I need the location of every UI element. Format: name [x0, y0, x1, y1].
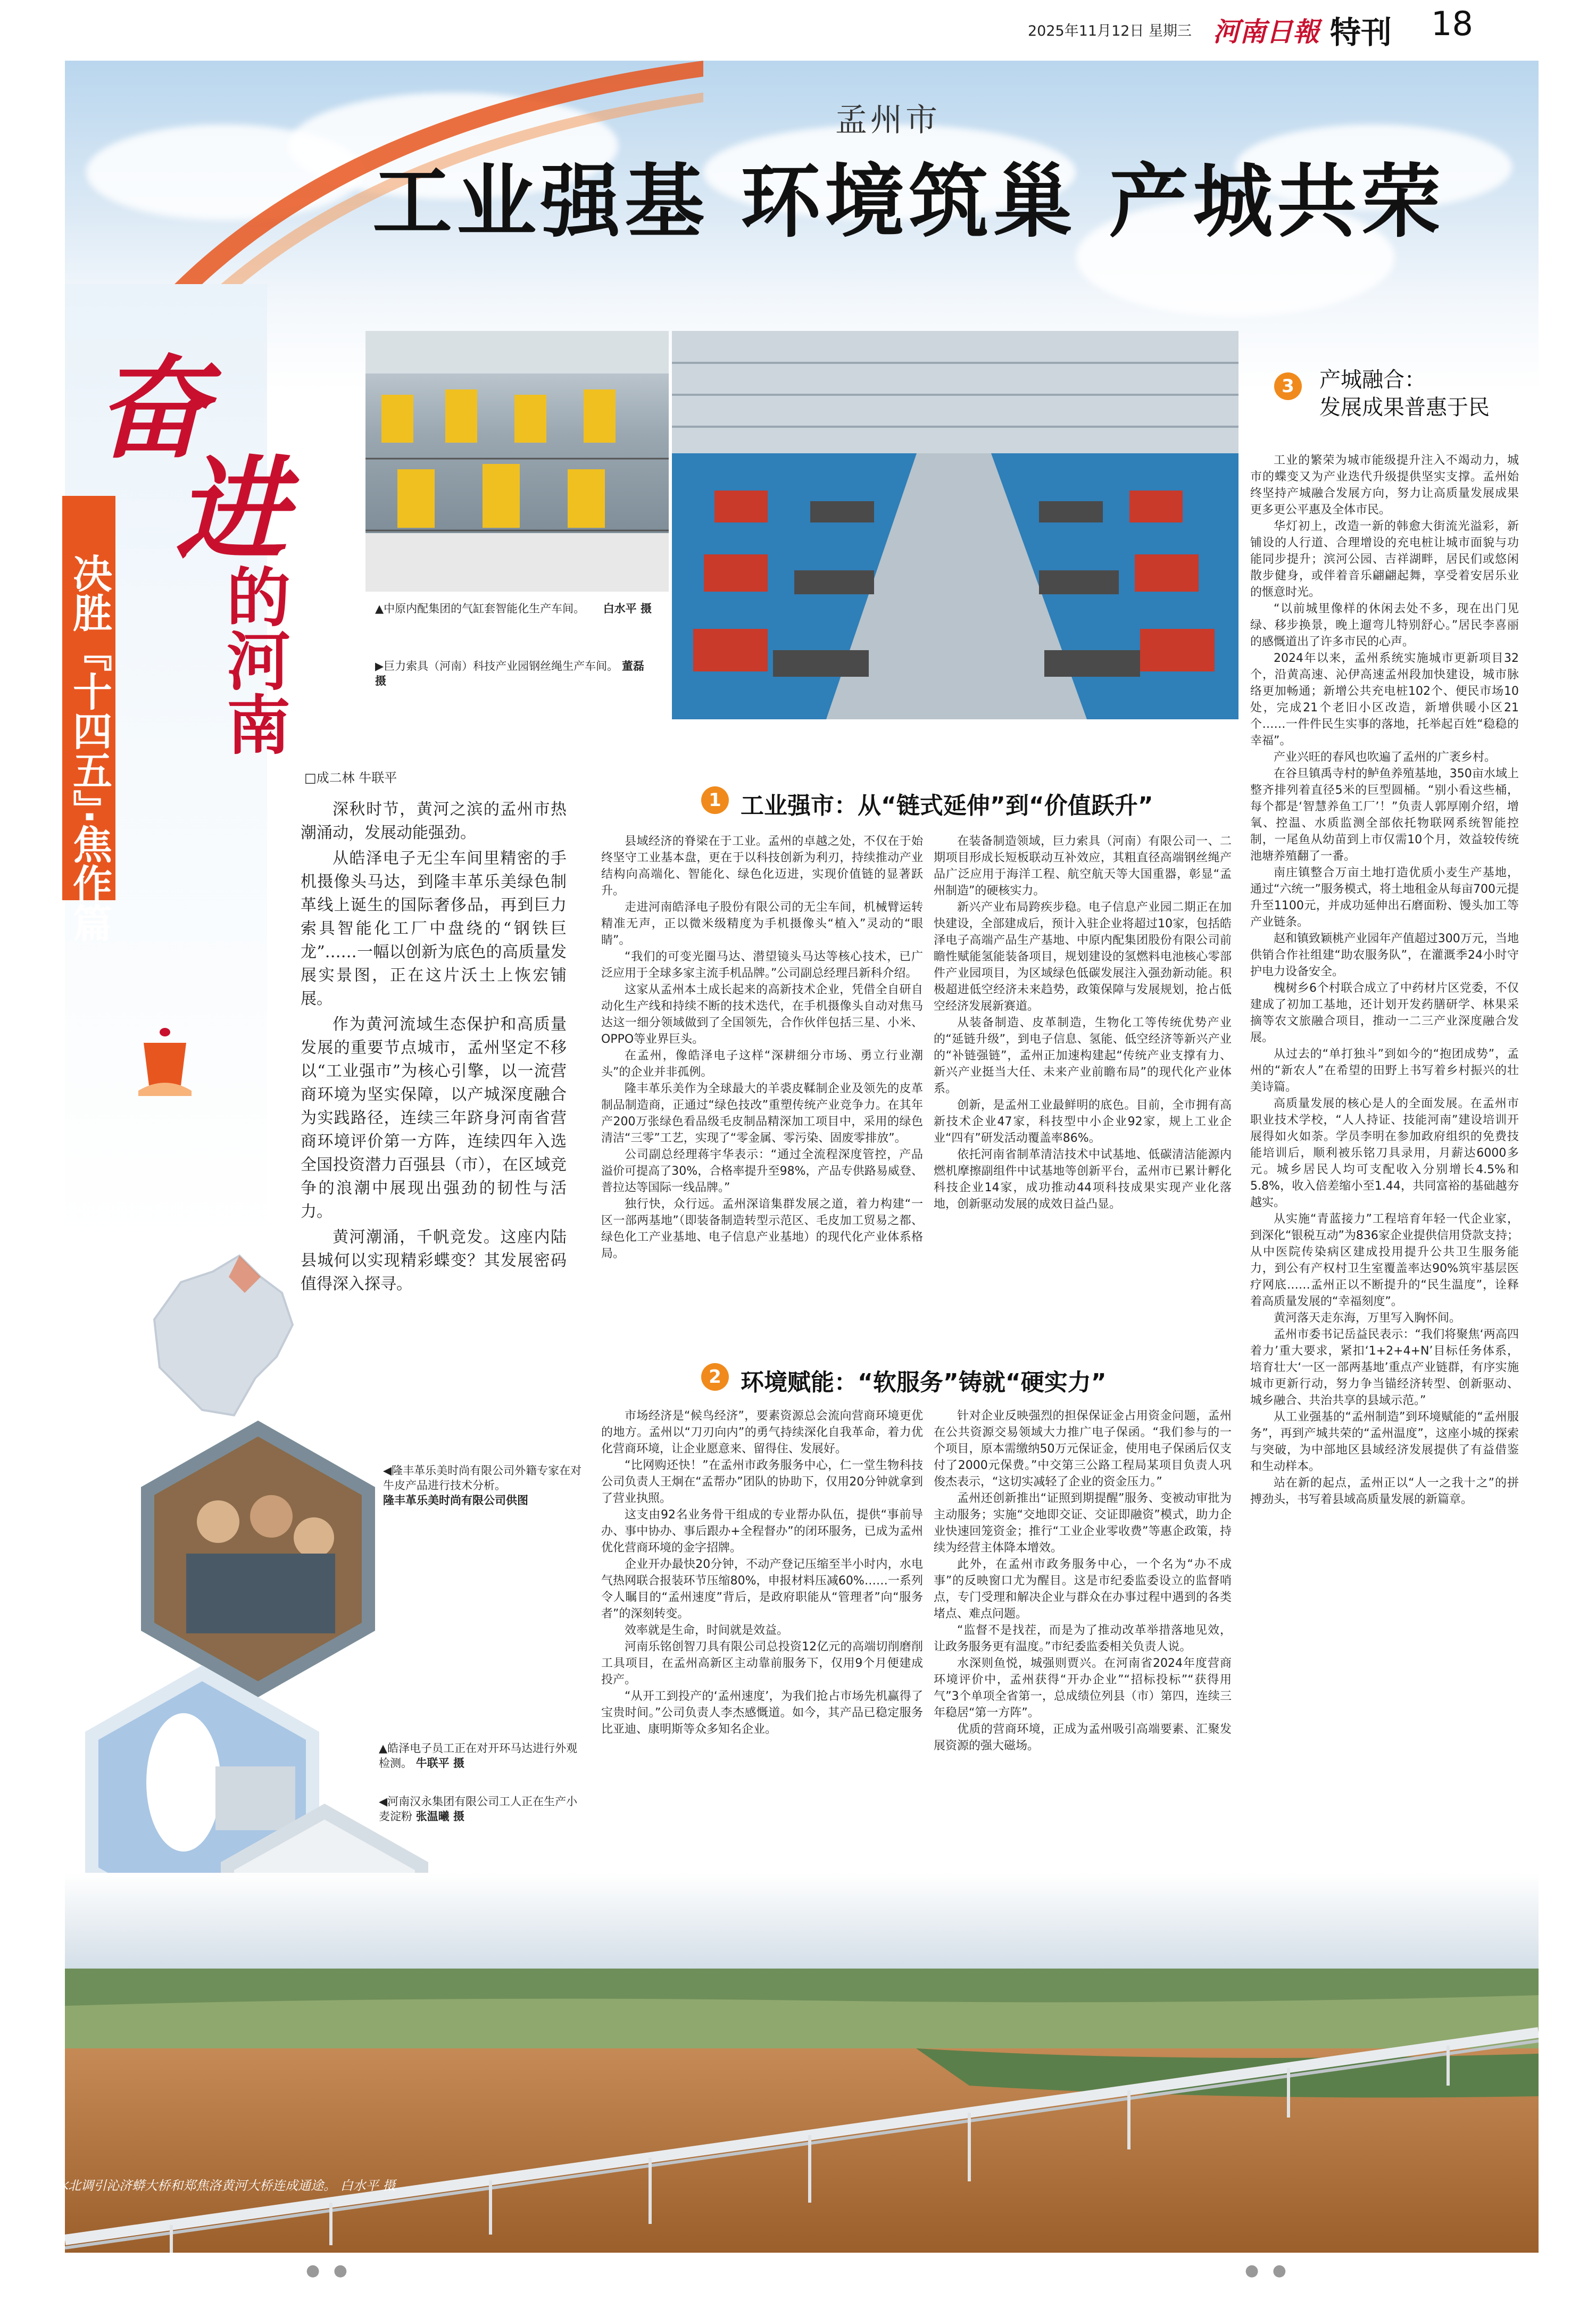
- paragraph: 这家从孟州本土成长起来的高新技术企业，凭借全自研自动化生产线和持续不断的技术迭代，在手机摄像头自动对焦马达这一细分领域做到了全国领先，合作伙伴包括三星、小米、OPPO等业界巨头。: [601, 983, 923, 1046]
- photo-credit: 白水平 摄: [603, 602, 652, 615]
- caption-motor-inspection: [379, 1741, 581, 1771]
- series-char-1: 奋: [96, 343, 208, 474]
- paragraph: 孟州还创新推出“证照到期提醒”服务、变被动审批为主动服务；实施“交地即交证、交证即融资”模式，助力企业快速回笼资金；推行“工业企业零收费”等惠企政策，持续为经营主体降本增效。: [934, 1492, 1232, 1555]
- decorative-dots-left: ● ●: [306, 2261, 352, 2280]
- part1-title: 工业强市：从“链式延伸”到“价值跃升”: [741, 792, 1153, 819]
- byline: □成二林 牛联平: [304, 770, 397, 785]
- paragraph: 优质的营商环境，正成为孟州吸引高端要素、汇聚发展资源的强大磁场。: [934, 1723, 1232, 1753]
- caption-text: ▶巨力索具（河南）科技产业园钢丝绳生产车间。: [375, 660, 619, 673]
- paragraph: 河南乐铭创智刀具有限公司总投资12亿元的高端切削磨削工具项目，在孟州高新区主动靠前服务下，仅用9个月便建成投产。: [601, 1640, 923, 1687]
- part2-column-1: [601, 1408, 923, 1871]
- headline-kicker: 孟州市: [835, 102, 941, 139]
- paragraph: 从实施“青蓝接力”工程培育年轻一代企业家，到深化“银税互动”为836家企业提供信用贷款支持；从中医院传染病区建成投用提升公共卫生服务能力，到公有产权村卫生室覆盖率达90%筑牢基层医疗网底……孟州正以不断提升的“民生温度”，诠释着高质量发展的“幸福刻度”。: [1250, 1213, 1519, 1308]
- paragraph: “从开工到投产的‘孟州速度’，为我们抢占市场先机赢得了宝贵时间。”公司负责人李杰感慨道。如今，其产品已稳定服务比亚迪、康明斯等众多知名企业。: [601, 1690, 923, 1736]
- paragraph: 从过去的“单打独斗”到如今的“抱团成势”，孟州的“新农人”在希望的田野上书写着乡村振兴的壮美诗篇。: [1250, 1048, 1519, 1094]
- paragraph: 从工业强基的“孟州制造”到环境赋能的“孟州服务”，再到产城共荣的“孟州温度”，这座小城的探索与突破，为中部地区县域经济发展提供了有益借鉴和生动样本。: [1250, 1410, 1519, 1473]
- photo-credit: 隆丰革乐美时尚有限公司供图: [383, 1494, 528, 1507]
- henan-map-icon: [133, 1234, 303, 1437]
- newspaper-brand: 河南日報: [1213, 16, 1319, 47]
- paragraph: 在装备制造领域，巨力索具（河南）有限公司一、二期项目形成长短板联动互补效应，其粗直径高端钢丝绳产品广泛应用于海洋工程、航空航天等大国重器，彰显“孟州制造”的硬核实力。: [934, 835, 1232, 898]
- paragraph: 从装备制造、皮革制造，生物化工等传统优势产业的“延链升级”，到电子信息、氢能、低空经济等新兴产业的“补链强链”，孟州正加速构建起“传统产业支撑有力、新兴产业挺当大任、未来产业前瞻布局”的现代化产业体系。: [934, 1016, 1232, 1095]
- paragraph: 效率就是生命，时间就是效益。: [625, 1624, 789, 1637]
- photo-wire-rope-workshop: [672, 331, 1238, 719]
- photo-credit: 白水平 摄: [340, 2178, 396, 2193]
- paragraph: 针对企业反映强烈的担保保证金占用资金问题，孟州在公共资源交易领域大力推广电子保函。“我们参与的一个项目，原本需缴纳50万元保证金，使用电子保函后仅支付了2000元保费。”中交第三公路工程局某项目负责人巩俊杰表示，“这切实减轻了企业的资金压力。”: [934, 1409, 1232, 1489]
- caption-text: 南水北调引沁济蟒大桥和郑焦洛黄河大桥连成通途。: [43, 2178, 336, 2193]
- paragraph: 公司副总经理蒋宇华表示：“通过全流程深度管控，产品溢价可提高了30%，合格率提升至98%，产品专供路易威登、普拉达等国际一线品牌。”: [601, 1148, 923, 1194]
- paragraph: 赵和镇致颖桃产业园年产值超过300万元，当地供销合作社组建“助农服务队”，在灌溉季24小时守护电力设备安全。: [1250, 932, 1519, 978]
- issue-date: 2025年11月12日 星期三: [1028, 23, 1192, 39]
- paragraph: 独行快，众行远。孟州深谙集群发展之道，着力构建“一区一部两基地”（即装备制造转型示范区、毛皮加工贸易之都、绿色化工产业基地、电子信息产业基地）的现代化产业体系格局。: [601, 1198, 923, 1260]
- paragraph: 2024年以来，孟州系统实施城市更新项目32个，沿黄高速、沁伊高速孟州段加快建设，城市脉络更加畅通；新增公共充电桩102个、便民市场10处，完成21个老旧小区改造，新增供暖小区21个……一件件民生实事的落地，托举起百姓“稳稳的幸福”。: [1250, 652, 1519, 748]
- paragraph: 这支由92名业务骨干组成的专业帮办队伍，提供“事前导办、事中协办、事后跟办+全程督办”的闭环服务，已成为孟州优化营商环境的金字招牌。: [601, 1508, 923, 1555]
- part1-column-1: [601, 833, 923, 1344]
- photo-leather-experts: [133, 1415, 383, 1703]
- caption-starch-production: [379, 1794, 581, 1824]
- page-number: 18: [1431, 4, 1473, 43]
- part3-title-line-2: 发展成果普惠于民: [1319, 395, 1490, 420]
- paragraph: 孟州市委书记岳益民表示：“我们将聚焦‘两高四着力’重大要求，紧扣‘1+2+4+N’目标任务体系，培育壮大‘一区一部两基地’重点产业链群，有序实施城市更新行动，努力争当锚经济转型、创新驱动、城乡融合、共治共享的县域示范。”: [1250, 1328, 1519, 1407]
- lantern-icon: [85, 1011, 245, 1234]
- paragraph: 站在新的起点，孟州正以“人一之我十之”的拼搏劲头，书写着县域高质量发展的新篇章。: [1250, 1476, 1519, 1506]
- lede-paragraph: 作为黄河流域生态保护和高质量发展的重要节点城市，孟州坚定不移以“工业强市”为核心引擎，以一流营商环境为坚实保障，以产城深度融合为实践路径，连续三年跻身河南省营商环境评价第一方阵，连续四年入选全国投资潜力百强县（市），在区域竞争的浪潮中展现出强劲的韧性与活力。: [301, 1015, 567, 1221]
- paragraph: 在孟州，像皓泽电子这样“深耕细分市场、勇立行业潮头”的企业并非孤例。: [601, 1049, 923, 1079]
- paragraph: 市场经济是“候鸟经济”，要素资源总会流向营商环境更优的地方。孟州以“刀刃向内”的勇气持续深化自我革命，着力优化营商环境，让企业愿意来、留得住、发展好。: [601, 1409, 923, 1456]
- decorative-dots-right: ● ●: [1245, 2261, 1291, 2280]
- paragraph: 隆丰革乐美作为全球最大的羊裘皮鞣制企业及领先的皮革制品制造商，正通过“绿色技改”重塑传统产业竞争力。在其年产200万张绿色看品级毛皮制品精深加工项目中，采用的绿色清洁“三零”工艺，实现了“零金属、零污染、固废零排放”。: [601, 1082, 923, 1145]
- paragraph: “比网购还快！”在孟州市政务服务中心，仁一堂生物科技公司负责人王炯在“孟帮办”团队的协助下，仅用20分钟就拿到了营业执照。: [601, 1459, 923, 1505]
- ribbon-text: 决胜『十四五』·焦作篇: [66, 553, 112, 943]
- part3-title-line-1: 产城融合：: [1319, 368, 1426, 392]
- caption-bridge: [43, 2175, 395, 2194]
- section-name: 特刊: [1330, 14, 1392, 51]
- paragraph: 企业开办最快20分钟，不动产登记压缩至半小时内，水电气热网联合报装环节压缩80%，申报材料压减60%……一系列令人瞩目的“孟州速度”背后，是政府职能从“管理者”向“服务者”的深刻转变。: [601, 1558, 923, 1621]
- part1-column-2: [934, 833, 1232, 1344]
- paragraph: “我们的可变光圈马达、潜望镜头马达等核心技术，已广泛应用于全球多家主流手机品牌。”公司副总经理吕新科介绍。: [601, 950, 923, 980]
- paragraph: 槐树乡6个村联合成立了中药材片区党委，不仅建成了初加工基地，还计划开发药膳研学、林果采摘等农文旅融合项目，推动一二三产业深度融合发展。: [1250, 982, 1519, 1044]
- photo-cylinder-workshop: [365, 331, 669, 592]
- part1-number-icon: 1: [701, 786, 729, 814]
- series-char-2: 进: [176, 444, 288, 575]
- caption-text: ◀河南汉永集团有限公司工人正在生产小麦淀粉: [379, 1795, 578, 1823]
- paragraph: 黄河落天走东海，万里写入胸怀间。: [1274, 1311, 1461, 1325]
- part3-number-icon: 3: [1274, 372, 1302, 400]
- paragraph: 新兴产业布局跨疾步稳。电子信息产业园二期正在加快建设，全部建成后，预计入驻企业将超过10家，包括皓泽电子高端产品生产基地、中原内配集团股份有限公司前瞻性赋能氢能装备项目，规划建设的氢燃料电池核心零部件产业园项目，为区域绿色低碳发展注入强劲新动能。积极超进低空经济未来趋势，政策保障与发展规划，抢占低空经济发展新赛道。: [934, 901, 1232, 1013]
- paragraph: 华灯初上，改造一新的韩愈大街流光溢彩，新铺设的人行道、合理增设的充电桩让城市面貌与功能同步提升；滨河公园、吉祥湖畔，居民们或悠闲散步健身，或伴着音乐翩翩起舞，享受着安居乐业的惬意时光。: [1250, 520, 1519, 599]
- lede: [301, 798, 567, 1298]
- part2-column-2: [934, 1408, 1232, 1871]
- paragraph: “以前城里像样的休闲去处不多，现在出门见绿、移步换景，晚上遛弯儿特别舒心。”居民李喜丽的感慨道出了许多市民的心声。: [1250, 602, 1519, 649]
- paragraph: 水深则鱼悦，城强则贾兴。在河南省2024年度营商环境评价中，孟州获得“开办企业”“招标投标”“获得用气”3个单项全省第一，总成绩位列县（市）第四，连续三年稳居“第一方阵”。: [934, 1657, 1232, 1720]
- part2-number-icon: 2: [701, 1363, 729, 1391]
- paragraph: 县域经济的脊梁在于工业。孟州的卓越之处，不仅在于始终坚守工业基本盘，更在于以科技创新为利刃，持续推动产业结构向高端化、智能化、绿色化迈进，实现价值链的显著跃升。: [601, 835, 923, 898]
- paragraph: 工业的繁荣为城市能级提升注入不竭动力，城市的蝶变又为产业迭代升级提供坚实支撑。孟州始终坚持产城融合发展方向，努力让高质量发展成果更多更公平惠及全体市民。: [1250, 454, 1519, 517]
- caption-text: ▲皓泽电子员工正在对开环马达进行外观检测。: [379, 1742, 578, 1770]
- paragraph: 高质量发展的核心是人的全面发展。在孟州市职业技术学校，“人人持证、技能河南”建设培训开展得如火如荼。学员李明在参加政府组织的免费技能培训后，顺利被乐铭刀具录用，月薪达6000多元。城乡居民人均可支配收入分别增长4.5%和5.8%，收入倍差缩小至1.44，共同富裕的基础越夯越实。: [1250, 1097, 1519, 1209]
- paragraph: 依托河南省制革清洁技术中试基地、低碳清洁能源内燃机摩擦副组件中试基地等创新平台，孟州市已累计孵化科技企业14家，成功推动44项科技成果实现产业化落地，创新驱动发展的成效日益凸显。: [934, 1148, 1232, 1211]
- paragraph: 产业兴旺的春风也吹遍了孟州的广袤乡村。: [1274, 751, 1497, 764]
- photo-credit: 张温曦 摄: [415, 1810, 464, 1823]
- photo-yellow-river-bridge: [65, 1873, 1539, 2253]
- caption-leather-experts: [383, 1463, 585, 1508]
- caption-wire-rope: [375, 659, 652, 688]
- headline: 工业强基 环境筑巢 产城共荣: [372, 156, 1445, 248]
- photo-credit: 牛联平 摄: [415, 1757, 464, 1770]
- paragraph: 创新，是孟州工业最鲜明的底色。目前，全市拥有高新技术企业47家，科技型中小企业92家，规上工业企业“四有”研发活动覆盖率86%。: [934, 1099, 1232, 1145]
- caption-text: ▲中原内配集团的气缸套智能化生产车间。: [375, 602, 585, 615]
- lede-paragraph: 深秋时节，黄河之滨的孟州市热潮涌动，发展动能强劲。: [301, 800, 567, 842]
- part2-title: 环境赋能：“软服务”铸就“硬实力”: [741, 1369, 1107, 1396]
- paragraph: “监督不是找茬，而是为了推动改革举措落地见效，让政务服务更有温度。”市纪委监委相关负责人说。: [934, 1624, 1232, 1654]
- paragraph: 在谷旦镇禹寺村的鲈鱼养殖基地，350亩水域上整齐排列着直径5米的巨型圆桶。“别小看这些桶，每个都是‘智慧养鱼工厂’！”负责人郭厚刚介绍，增氧、控温、水质监测全部依托物联网系统智能控制，一尾鱼从幼苗到上市仅需10个月，效益较传统池塘养殖翻了一番。: [1250, 767, 1519, 863]
- photo-credit: 董磊 摄: [375, 660, 644, 687]
- paragraph: 走进河南皓泽电子股份有限公司的无尘车间，机械臂运转精准无声，正以微米级精度为手机摄像头“植入”灵动的“眼睛”。: [601, 901, 923, 947]
- caption-text: ◀隆丰革乐美时尚有限公司外籍专家在对牛皮产品进行技术分析。: [383, 1464, 582, 1492]
- caption-cylinder-workshop: [375, 601, 652, 616]
- lede-paragraph: 从皓泽电子无尘车间里精密的手机摄像头马达，到隆丰革乐美绿色制革线上诞生的国际奢侈品，再到巨力索具智能化工厂中盘绕的“钢铁巨龙”……一幅以创新为底色的高质量发展实景图，正在这片沃土上恢宏铺展。: [301, 849, 567, 1008]
- series-vertical-title: 的河南: [216, 564, 291, 756]
- part3-column: [1250, 452, 1519, 1878]
- paragraph: 南庄镇整合万亩土地打造优质小麦生产基地，通过“六统一”服务模式，将土地租金从每亩700元提升至1100元，并成功延伸出石磨面粉、馒头加工等产业链条。: [1250, 866, 1519, 929]
- paragraph: 此外，在孟州市政务服务中心，一个名为“办不成事”的反映窗口尤为醒目。这是市纪委监委设立的监督哨点，专门受理和解决企业与群众在办事过程中遇到的各类堵点、难点问题。: [934, 1558, 1232, 1621]
- lede-paragraph: 黄河潮涌，千帆竞发。这座内陆县城何以实现精彩蝶变？其发展密码值得深入探寻。: [301, 1228, 567, 1293]
